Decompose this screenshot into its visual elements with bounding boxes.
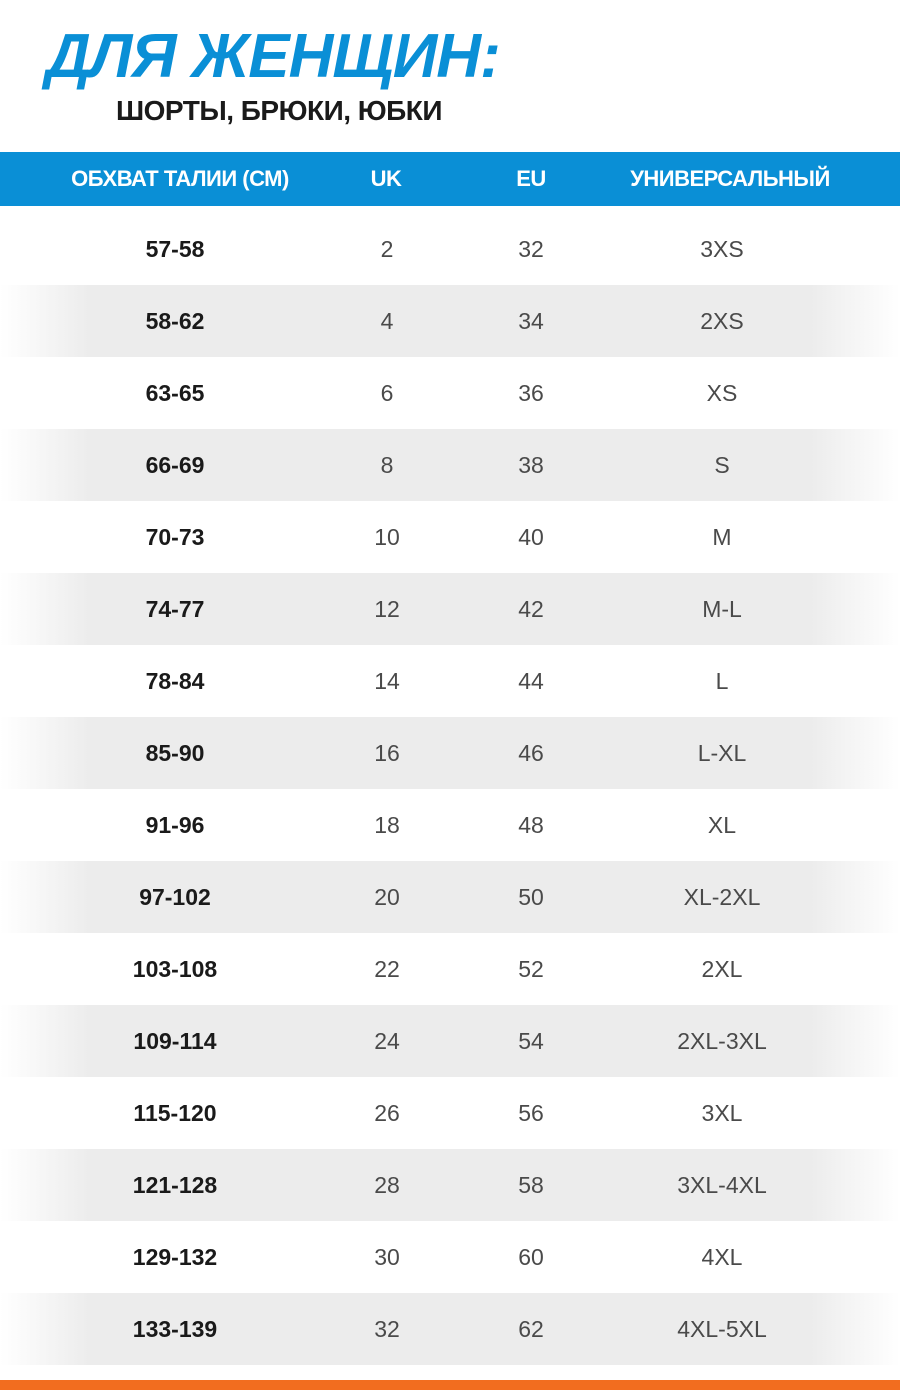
header-eu: EU bbox=[516, 166, 546, 191]
table-row bbox=[0, 573, 900, 645]
waist-cell: 78-84 bbox=[145, 668, 205, 694]
waist-cell: 121-128 bbox=[132, 1172, 218, 1198]
eu-cell: 42 bbox=[518, 596, 544, 622]
universal-cell: L-XL bbox=[697, 740, 747, 766]
universal-cell: S bbox=[714, 452, 730, 478]
table-row bbox=[0, 285, 900, 357]
uk-cell: 12 bbox=[374, 596, 400, 622]
waist-cell: 85-90 bbox=[145, 740, 205, 766]
table-row bbox=[0, 1005, 900, 1077]
universal-cell: 3XL bbox=[701, 1100, 743, 1126]
uk-cell: 6 bbox=[380, 380, 394, 406]
waist-cell: 97-102 bbox=[139, 884, 211, 910]
table-row bbox=[0, 213, 900, 285]
table-row bbox=[0, 357, 900, 429]
waist-cell: 70-73 bbox=[145, 524, 205, 550]
table-row bbox=[0, 645, 900, 717]
table-row bbox=[0, 1077, 900, 1149]
uk-cell: 22 bbox=[374, 956, 400, 982]
table-row bbox=[0, 1221, 900, 1293]
uk-cell: 20 bbox=[374, 884, 400, 910]
universal-cell: XL-2XL bbox=[683, 884, 761, 910]
waist-cell: 66-69 bbox=[145, 452, 205, 478]
uk-cell: 4 bbox=[380, 308, 394, 334]
table-row bbox=[0, 1293, 900, 1365]
waist-cell: 133-139 bbox=[132, 1316, 218, 1342]
uk-cell: 18 bbox=[374, 812, 400, 838]
eu-cell: 52 bbox=[518, 956, 544, 982]
header-waist: ОБХВАТ ТАЛИИ (СМ) bbox=[71, 166, 289, 191]
uk-cell: 30 bbox=[374, 1244, 400, 1270]
table-row bbox=[0, 1149, 900, 1221]
universal-cell: 2XL-3XL bbox=[677, 1028, 767, 1054]
bottom-accent-bar bbox=[0, 1380, 900, 1390]
eu-cell: 60 bbox=[518, 1244, 544, 1270]
eu-cell: 40 bbox=[518, 524, 544, 550]
eu-cell: 44 bbox=[518, 668, 544, 694]
waist-cell: 129-132 bbox=[132, 1244, 218, 1270]
universal-cell: 3XS bbox=[700, 236, 744, 262]
universal-cell: 4XL-5XL bbox=[677, 1316, 767, 1342]
universal-cell: L bbox=[715, 668, 729, 694]
table-row bbox=[0, 501, 900, 573]
eu-cell: 38 bbox=[518, 452, 544, 478]
universal-cell: 2XS bbox=[700, 308, 744, 334]
waist-cell: 103-108 bbox=[132, 956, 218, 982]
waist-cell: 74-77 bbox=[145, 596, 205, 622]
header-uk: UK bbox=[370, 166, 402, 191]
table-row bbox=[0, 861, 900, 933]
eu-cell: 50 bbox=[518, 884, 544, 910]
eu-cell: 58 bbox=[518, 1172, 544, 1198]
uk-cell: 28 bbox=[374, 1172, 400, 1198]
table-row bbox=[0, 789, 900, 861]
uk-cell: 2 bbox=[380, 236, 394, 262]
universal-cell: M-L bbox=[702, 596, 742, 622]
universal-cell: M bbox=[712, 524, 732, 550]
uk-cell: 10 bbox=[374, 524, 400, 550]
table-row bbox=[0, 429, 900, 501]
header-universal: УНИВЕРСАЛЬНЫЙ bbox=[630, 166, 830, 191]
page-title: ДЛЯ ЖЕНЩИН: bbox=[46, 22, 500, 91]
eu-cell: 32 bbox=[518, 236, 544, 262]
universal-cell: XL bbox=[707, 812, 737, 838]
eu-cell: 48 bbox=[518, 812, 544, 838]
uk-cell: 26 bbox=[374, 1100, 400, 1126]
universal-cell: 3XL-4XL bbox=[677, 1172, 767, 1198]
table-row bbox=[0, 933, 900, 1005]
uk-cell: 32 bbox=[374, 1316, 400, 1342]
universal-cell: 2XL bbox=[701, 956, 743, 982]
waist-cell: 91-96 bbox=[145, 812, 205, 838]
uk-cell: 8 bbox=[380, 452, 394, 478]
uk-cell: 16 bbox=[374, 740, 400, 766]
table-row bbox=[0, 717, 900, 789]
eu-cell: 56 bbox=[518, 1100, 544, 1126]
waist-cell: 57-58 bbox=[145, 236, 205, 262]
uk-cell: 24 bbox=[374, 1028, 400, 1054]
eu-cell: 62 bbox=[518, 1316, 544, 1342]
page-subtitle: ШОРТЫ, БРЮКИ, ЮБКИ bbox=[116, 95, 442, 126]
eu-cell: 54 bbox=[518, 1028, 544, 1054]
eu-cell: 36 bbox=[518, 380, 544, 406]
table-header bbox=[0, 152, 900, 206]
universal-cell: XS bbox=[706, 380, 738, 406]
eu-cell: 46 bbox=[518, 740, 544, 766]
universal-cell: 4XL bbox=[701, 1244, 743, 1270]
waist-cell: 58-62 bbox=[145, 308, 205, 334]
waist-cell: 63-65 bbox=[145, 380, 205, 406]
eu-cell: 34 bbox=[518, 308, 544, 334]
waist-cell: 115-120 bbox=[133, 1100, 217, 1126]
uk-cell: 14 bbox=[374, 668, 400, 694]
size-table-body bbox=[0, 213, 900, 1365]
waist-cell: 109-114 bbox=[133, 1028, 217, 1054]
